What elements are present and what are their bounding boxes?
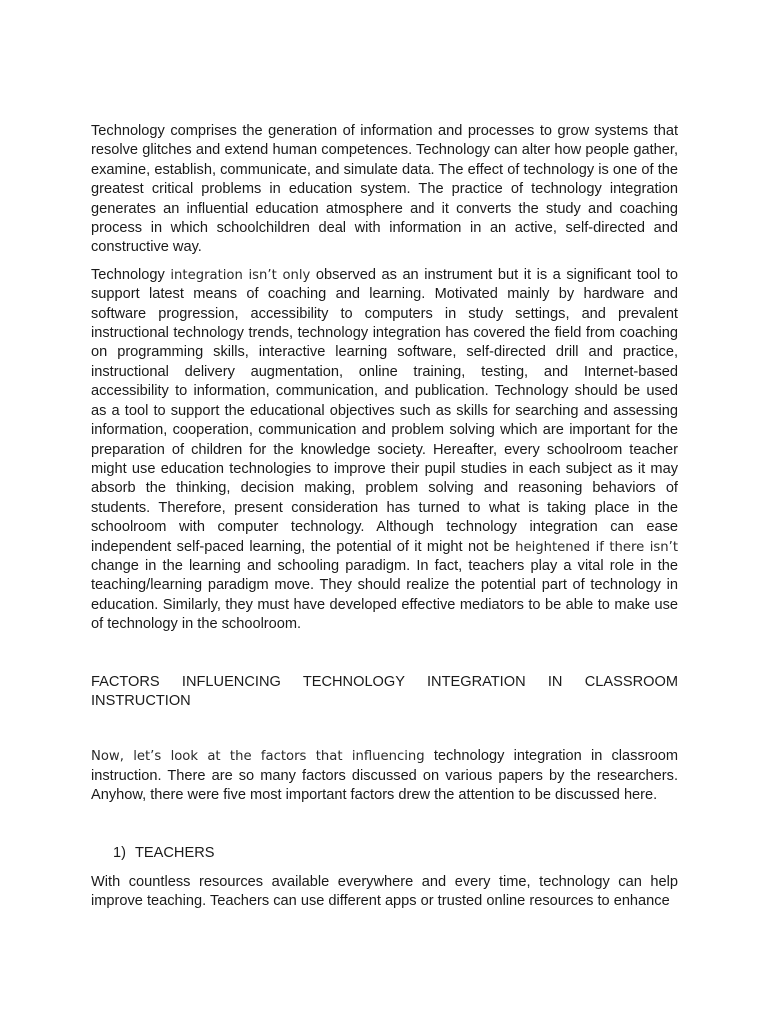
paragraph-technology-integration bbox=[91, 266, 678, 635]
text-run: Technology bbox=[91, 266, 171, 283]
document-page bbox=[91, 122, 678, 912]
section-heading: FACTORS INFLUENCING TECHNOLOGY INTEGRATION IN CLASSROOM INSTRUCTION bbox=[91, 673, 678, 709]
text-run-alt-font: Now, let’s look at the factors that influencing bbox=[91, 749, 425, 765]
list-number: 1) bbox=[113, 844, 126, 861]
text-run: change in the learning and schooling paradigm. In fact, teachers play a vital role in the teaching/learning paradigm move. They should realize the potential part of technology in education. Similarly, they must have developed effective mediators to be able to make use of technology in the schoolroom. bbox=[91, 557, 678, 633]
paragraph-teachers: With countless resources available everywhere and every time, technology can help improve teaching. Teachers can use different apps or trusted online resources to enhance bbox=[91, 874, 678, 910]
list-label: TEACHERS bbox=[135, 844, 215, 861]
paragraph-factors-intro bbox=[91, 747, 678, 805]
text-run-alt-font: heightened if there isn’t bbox=[515, 539, 678, 555]
text-run: observed as an instrument but it is a significant tool to support latest means of coaching and learning. Motivated mainly by hardware and software progression, accessibility to computers in study settings, and prevalent instructional technology trends, technology integration has covered the field from coaching on programming skills, interactive learning software, self-directed drill and practice, instructional delivery augmentation, online training, testing, and Internet-based accessibility to information, communication, and publication. Technology should be used as a tool to support the educational objectives such as skills for searching and assessing information, cooperation, communication and problem solving which are important for the preparation of children for the knowledge society. Hereafter, every schoolroom teacher might use education technologies to improve their pupil studies in each subject as it may absorb the thinking, decision making, problem solving and reasoning behaviors of students. Therefore, present consideration has turned to what is taking place in the schoolroom with computer technology. Although technology integration can ease independent self-paced learning, the potential of it might not be bbox=[91, 266, 679, 555]
text-run: technology integration in classroom instruction. There are so many factors discussed on various papers by the researchers. Anyhow, there were five most important factors drew the attention to be discussed here. bbox=[91, 748, 678, 804]
list-item-teachers bbox=[113, 844, 678, 863]
paragraph-intro: Technology comprises the generation of information and processes to grow systems that resolve glitches and extend human competences. Technology can alter how people gather, examine, establish, communicate, and simulate data. The effect of technology is one of the greatest critical problems in education system. The practice of technology integration generates an influential education atmosphere and it converts the study and coaching process in which schoolchildren deal with information in an active, self-directed and constructive way. bbox=[91, 123, 678, 256]
text-run-alt-font: integration isn’t only bbox=[170, 267, 311, 283]
